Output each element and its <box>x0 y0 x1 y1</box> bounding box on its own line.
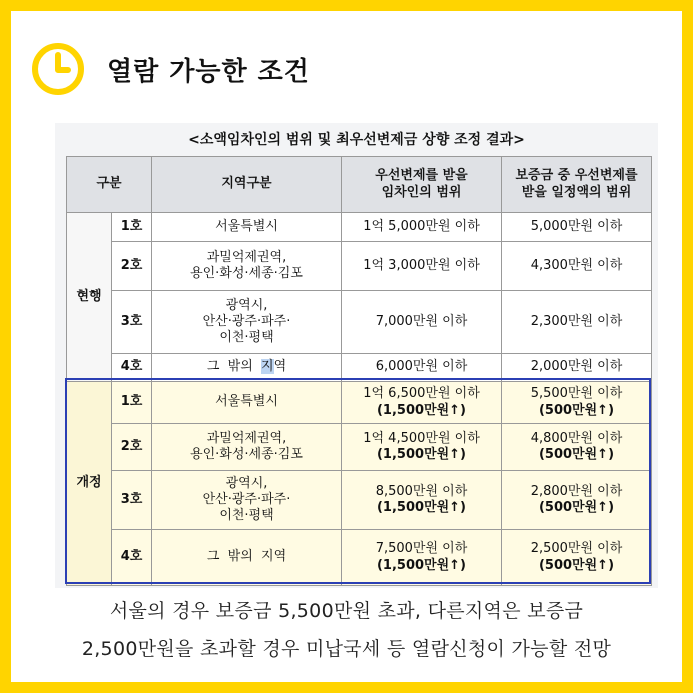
page-title: 열람 가능한 조건 <box>107 56 310 87</box>
text-selection-highlight: 지 <box>261 359 274 375</box>
row-number: 2호 <box>112 242 152 291</box>
scope-cell: 1억 5,000만원 이하 <box>342 213 502 242</box>
region-cell: 그 밖의 지역 <box>152 530 342 586</box>
comparison-table <box>66 156 652 586</box>
region-cell: 서울특별시 <box>152 213 342 242</box>
amount-cell: 5,000만원 이하 <box>502 213 652 242</box>
scope-cell: 6,000만원 이하 <box>342 354 502 382</box>
table-row <box>67 530 652 586</box>
table-image <box>55 123 658 588</box>
region-cell: 광역시, 안산·광주·파주· 이천·평택 <box>152 471 342 530</box>
group-label-revised: 개정 <box>67 382 112 586</box>
amount-cell: 4,300만원 이하 <box>502 242 652 291</box>
table-row <box>67 471 652 530</box>
region-cell: 과밀억제권역, 용인·화성·세종·김포 <box>152 424 342 471</box>
region-cell: 과밀억제권역, 용인·화성·세종·김포 <box>152 242 342 291</box>
row-number: 3호 <box>112 291 152 354</box>
row-number: 2호 <box>112 424 152 471</box>
table-row <box>67 382 652 424</box>
table-row <box>67 424 652 471</box>
amount-cell: 4,800만원 이하 (500만원↑) <box>502 424 652 471</box>
header-scope: 우선변제를 받을 임차인의 범위 <box>342 157 502 213</box>
table-header-row <box>67 157 652 213</box>
scope-cell: 1억 3,000만원 이하 <box>342 242 502 291</box>
table-row <box>67 354 652 382</box>
amount-cell: 2,300만원 이하 <box>502 291 652 354</box>
footer-line-2: 2,500만원을 초과할 경우 미납국세 등 열람신청이 가능할 전망 <box>81 638 612 660</box>
table-row <box>67 291 652 354</box>
region-cell: 광역시, 안산·광주·파주· 이천·평택 <box>152 291 342 354</box>
header <box>31 33 310 105</box>
header-amount: 보증금 중 우선변제를 받을 일정액의 범위 <box>502 157 652 213</box>
table-caption: <소액임차인의 범위 및 최우선변제금 상향 조정 결과> <box>188 132 525 148</box>
scope-cell: 1억 4,500만원 이하 (1,500만원↑) <box>342 424 502 471</box>
header-category: 구분 <box>67 157 152 213</box>
row-number: 4호 <box>112 530 152 586</box>
scope-cell: 7,000만원 이하 <box>342 291 502 354</box>
group-label-current: 현행 <box>67 213 112 382</box>
region-cell: 그 밖의 지역 <box>152 354 342 382</box>
amount-cell: 2,800만원 이하 (500만원↑) <box>502 471 652 530</box>
row-number: 4호 <box>112 354 152 382</box>
row-number: 1호 <box>112 382 152 424</box>
row-number: 3호 <box>112 471 152 530</box>
scope-cell: 1억 6,500만원 이하 (1,500만원↑) <box>342 382 502 424</box>
clock-icon <box>31 42 85 96</box>
row-number: 1호 <box>112 213 152 242</box>
amount-cell: 2,500만원 이하 (500만원↑) <box>502 530 652 586</box>
header-region: 지역구분 <box>152 157 342 213</box>
table-row <box>67 242 652 291</box>
amount-cell: 2,000만원 이하 <box>502 354 652 382</box>
footer-line-1: 서울의 경우 보증금 5,500만원 초과, 다른지역은 보증금 <box>109 600 584 622</box>
amount-cell: 5,500만원 이하 (500만원↑) <box>502 382 652 424</box>
scope-cell: 7,500만원 이하 (1,500만원↑) <box>342 530 502 586</box>
scope-cell: 8,500만원 이하 (1,500만원↑) <box>342 471 502 530</box>
region-cell: 서울특별시 <box>152 382 342 424</box>
table-row <box>67 213 652 242</box>
